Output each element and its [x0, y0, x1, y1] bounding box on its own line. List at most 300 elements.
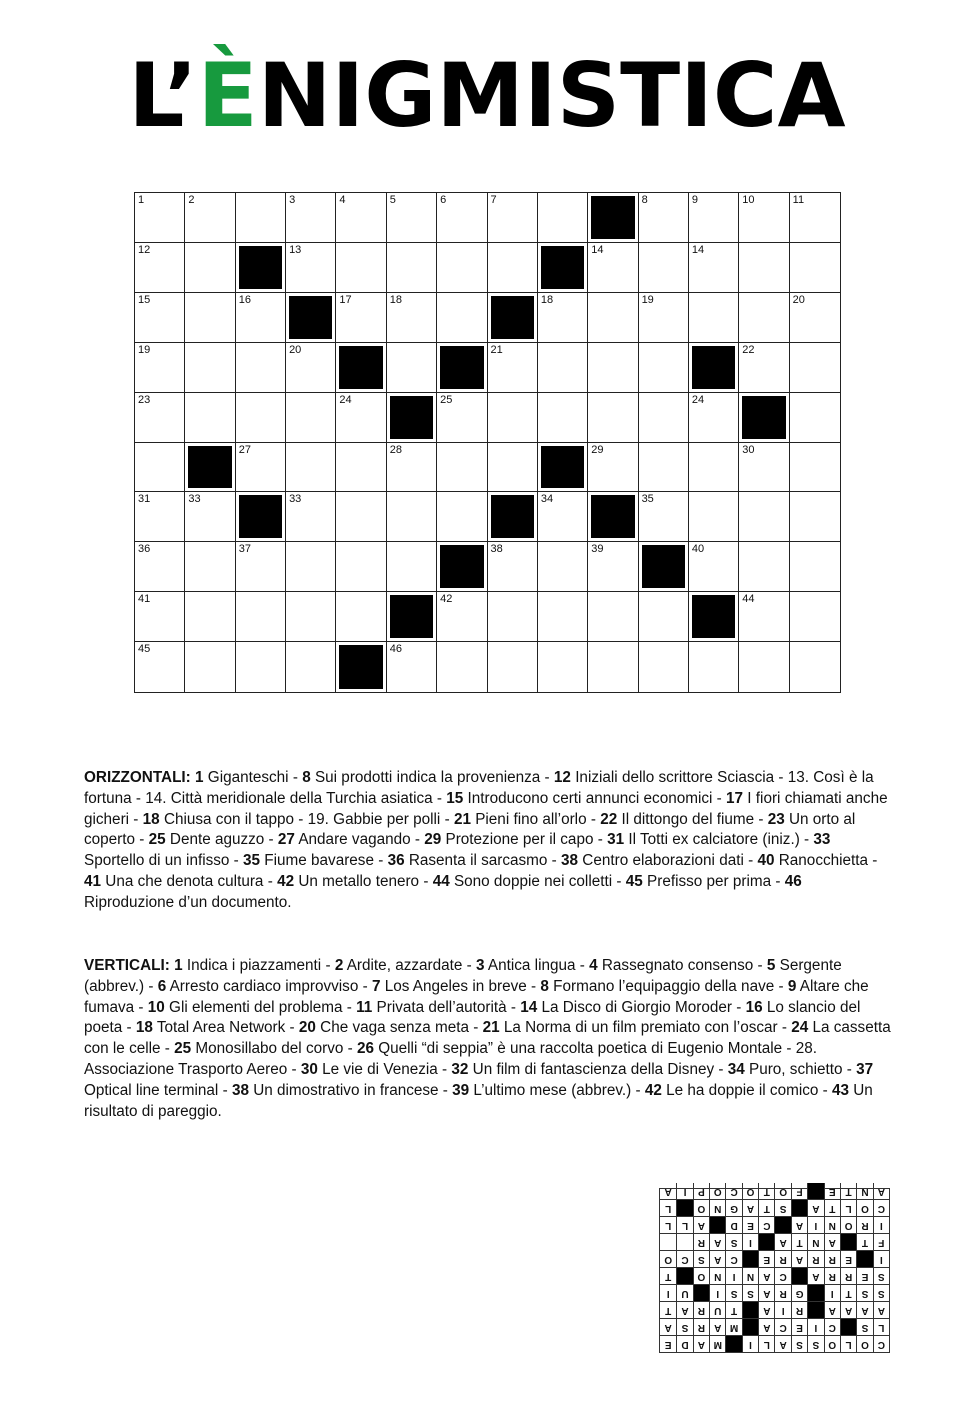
clue-number: 25	[148, 831, 166, 849]
grid-cell[interactable]	[336, 492, 386, 542]
clue-number: 21	[490, 343, 503, 356]
grid-cell[interactable]	[639, 293, 689, 343]
solution-letter: T	[840, 1284, 856, 1301]
horizontal-clues	[84, 768, 894, 914]
clue-text: Ranocchietta	[778, 852, 869, 870]
solution-black-square	[676, 1199, 692, 1216]
grid-cell[interactable]	[437, 443, 487, 493]
clue-number: 2	[334, 957, 344, 974]
solution-letter	[676, 1233, 692, 1250]
grid-cell[interactable]	[387, 542, 437, 592]
solution-letter: A	[775, 1233, 791, 1250]
grid-cell[interactable]	[739, 492, 789, 542]
grid-cell[interactable]	[286, 393, 336, 443]
clue-text: Total Area Network	[156, 1019, 286, 1037]
clue-number: 31	[138, 493, 151, 506]
black-square	[185, 443, 235, 493]
grid-cell[interactable]	[286, 642, 336, 692]
solution-letter: I	[807, 1318, 823, 1335]
grid-cell[interactable]	[488, 443, 538, 493]
grid-cell[interactable]	[689, 293, 739, 343]
grid-cell[interactable]	[336, 193, 386, 243]
clue-number: 28	[389, 443, 403, 456]
clue-text: Le vie di Venezia	[322, 1060, 438, 1078]
solution-letter: F	[791, 1183, 807, 1199]
grid-cell[interactable]	[488, 592, 538, 642]
clue-text: Iniziali dello scrittore Sciascia	[575, 769, 775, 786]
grid-cell[interactable]	[639, 443, 689, 493]
clue-number: 1	[195, 769, 204, 786]
solution-black-square	[840, 1318, 856, 1335]
clue-number: 11	[792, 194, 805, 206]
clue-text: Arresto cardiaco improvviso	[169, 977, 359, 995]
black-square	[588, 492, 638, 542]
grid-cell[interactable]	[689, 193, 739, 243]
solution-letter: A	[693, 1216, 709, 1233]
clue-number: 24	[791, 1019, 809, 1037]
grid-cell[interactable]	[538, 293, 588, 343]
solution-black-square	[742, 1301, 758, 1318]
solution-letter: A	[676, 1301, 692, 1318]
clue-number: 9	[787, 977, 797, 995]
grid-cell[interactable]	[286, 193, 336, 243]
grid-cell[interactable]	[538, 393, 588, 443]
solution-black-square	[742, 1318, 758, 1335]
clue-number: 29	[591, 443, 604, 456]
clue-text: Indica i piazzamenti	[186, 957, 322, 974]
grid-cell[interactable]	[236, 193, 286, 243]
black-square	[739, 393, 789, 443]
grid-cell[interactable]	[135, 393, 185, 443]
clue-number: 18	[540, 293, 554, 306]
grid-cell[interactable]	[538, 542, 588, 592]
clue-number: 38	[490, 543, 503, 556]
grid-cell[interactable]	[639, 592, 689, 642]
grid-cell[interactable]	[185, 343, 235, 393]
clue-number: 12	[138, 243, 151, 256]
grid-cell[interactable]	[336, 592, 386, 642]
black-square	[538, 443, 588, 493]
solution-letter	[660, 1233, 676, 1250]
solution-letter: L	[660, 1199, 676, 1216]
clue-number: 8	[302, 769, 311, 786]
grid-cell[interactable]	[185, 642, 235, 692]
grid-cell[interactable]	[135, 642, 185, 692]
grid-cell[interactable]	[790, 393, 840, 443]
grid-cell[interactable]	[588, 542, 638, 592]
solution-letter: A	[709, 1318, 725, 1335]
solution-letter: I	[709, 1284, 725, 1301]
grid-cell[interactable]	[739, 343, 789, 393]
crossword-grid	[134, 192, 841, 693]
clue-text: Il dittongo del fiume	[621, 810, 755, 828]
clue-text: 14. Città meridionale della Turchia asiatica	[145, 789, 433, 807]
grid-cell[interactable]	[236, 393, 286, 443]
grid-cell[interactable]	[336, 393, 386, 443]
solution-letter: I	[660, 1284, 676, 1301]
solution-letter: E	[660, 1335, 676, 1352]
grid-cell[interactable]	[135, 193, 185, 243]
grid-cell[interactable]	[739, 293, 789, 343]
clue-number: 38	[231, 1081, 249, 1099]
grid-cell[interactable]	[185, 193, 235, 243]
grid-cell[interactable]	[790, 293, 840, 343]
clue-number: 12	[553, 769, 571, 786]
clue-number: 17	[726, 789, 744, 807]
solution-letter: A	[775, 1335, 791, 1352]
solution-letter: A	[758, 1284, 774, 1301]
grid-cell[interactable]	[488, 193, 538, 243]
clue-number: 34	[727, 1060, 745, 1078]
grid-cell[interactable]	[588, 293, 638, 343]
solution-letter: S	[856, 1284, 872, 1301]
solution-letter: A	[758, 1318, 774, 1335]
grid-cell[interactable]	[387, 293, 437, 343]
solution-letter: I	[775, 1301, 791, 1318]
grid-cell[interactable]	[236, 293, 286, 343]
solution-letter: C	[824, 1318, 840, 1335]
grid-cell[interactable]	[185, 542, 235, 592]
clue-text: Centro elaborazioni dati	[582, 852, 744, 870]
grid-cell[interactable]	[185, 592, 235, 642]
grid-cell[interactable]	[588, 393, 638, 443]
solution-letter: T	[758, 1183, 774, 1199]
grid-cell[interactable]	[387, 343, 437, 393]
grid-cell[interactable]	[135, 343, 185, 393]
clue-number: 18	[135, 1019, 153, 1037]
grid-cell[interactable]	[639, 492, 689, 542]
grid-cell[interactable]	[639, 393, 689, 443]
grid-cell[interactable]	[488, 542, 538, 592]
clue-number: 30	[300, 1060, 318, 1078]
grid-cell[interactable]	[387, 443, 437, 493]
clue-text: Rasenta il sarcasmo	[408, 852, 548, 870]
solution-letter: R	[807, 1250, 823, 1267]
clue-number: 1	[138, 194, 145, 206]
grid-cell[interactable]	[639, 343, 689, 393]
solution-letter: R	[840, 1267, 856, 1284]
grid-cell[interactable]	[689, 542, 739, 592]
clue-number: 14	[691, 243, 705, 256]
grid-cell[interactable]	[437, 492, 487, 542]
grid-cell[interactable]	[488, 243, 538, 293]
grid-cell[interactable]	[689, 492, 739, 542]
grid-cell[interactable]	[790, 443, 840, 493]
clue-number: 3	[475, 957, 485, 974]
solution-letter: P	[693, 1183, 709, 1199]
clue-number: 36	[138, 543, 151, 556]
solution-letter: G	[791, 1284, 807, 1301]
grid-cell[interactable]	[185, 393, 235, 443]
solution-letter: A	[807, 1267, 823, 1284]
clue-number: 30	[742, 443, 755, 456]
solution-black-square	[807, 1183, 823, 1199]
grid-cell[interactable]	[739, 243, 789, 293]
solution-letter: O	[709, 1183, 725, 1199]
clue-number: 39	[452, 1081, 470, 1099]
clue-number: 25	[174, 1040, 192, 1058]
grid-cell[interactable]	[588, 642, 638, 692]
grid-cell[interactable]	[689, 642, 739, 692]
clue-text: Fiume bavarese	[264, 852, 374, 870]
grid-cell[interactable]	[336, 293, 386, 343]
clue-number: 25	[440, 393, 453, 406]
grid-cell[interactable]	[135, 243, 185, 293]
grid-cell[interactable]	[236, 343, 286, 393]
grid-cell[interactable]	[286, 243, 336, 293]
grid-cell[interactable]	[588, 243, 638, 293]
solution-letter: A	[873, 1301, 889, 1318]
solution-black-square	[807, 1301, 823, 1318]
clue-number: 22	[600, 810, 618, 828]
solution-letter: A	[709, 1233, 725, 1250]
grid-cell[interactable]	[236, 443, 286, 493]
clue-text: Un orto al coperto	[84, 810, 856, 849]
grid-cell[interactable]	[387, 193, 437, 243]
solution-letter: A	[758, 1301, 774, 1318]
clue-text: Ardite, azzardate	[346, 957, 463, 974]
solution-letter: C	[873, 1335, 889, 1352]
grid-cell[interactable]	[286, 542, 336, 592]
solution-letter: L	[873, 1318, 889, 1335]
grid-cell[interactable]	[639, 243, 689, 293]
grid-cell[interactable]	[689, 243, 739, 293]
clue-number: 35	[641, 493, 654, 506]
grid-cell[interactable]	[790, 243, 840, 293]
solution-black-square	[693, 1284, 709, 1301]
solution-letter: L	[840, 1199, 856, 1216]
solution-letter: N	[824, 1216, 840, 1233]
grid-cell[interactable]	[336, 443, 386, 493]
clue-text: Altare che fumava	[84, 977, 869, 1016]
grid-cell[interactable]	[437, 642, 487, 692]
solution-letter: R	[693, 1318, 709, 1335]
grid-cell[interactable]	[185, 243, 235, 293]
clue-number: 15	[446, 789, 464, 807]
solution-letter: A	[807, 1199, 823, 1216]
clue-text: Puro, schietto	[749, 1060, 843, 1078]
clue-number: 8	[641, 194, 648, 206]
solution-letter: L	[676, 1216, 692, 1233]
grid-cell[interactable]	[790, 193, 840, 243]
solution-letter: I	[824, 1284, 840, 1301]
grid-cell[interactable]	[236, 642, 286, 692]
clue-number: 46	[389, 643, 403, 656]
solution-letter: C	[775, 1267, 791, 1284]
grid-cell[interactable]	[135, 443, 185, 493]
grid-cell[interactable]	[538, 492, 588, 542]
grid-cell[interactable]	[488, 642, 538, 692]
black-square	[488, 492, 538, 542]
grid-cell[interactable]	[538, 343, 588, 393]
solution-letter: G	[725, 1199, 741, 1216]
grid-cell[interactable]	[135, 592, 185, 642]
grid-cell[interactable]	[538, 193, 588, 243]
solution-letter: A	[709, 1250, 725, 1267]
solution-black-square	[791, 1267, 807, 1284]
solution-letter: S	[742, 1284, 758, 1301]
solution-letter: D	[676, 1335, 692, 1352]
solution-letter: I	[873, 1216, 889, 1233]
grid-cell[interactable]	[286, 592, 336, 642]
solution-letter: A	[758, 1267, 774, 1284]
solution-letter: A	[824, 1233, 840, 1250]
solution-letter: R	[693, 1301, 709, 1318]
solution-letter: E	[840, 1250, 856, 1267]
horizontal-clues-label: ORIZZONTALI:	[84, 769, 191, 786]
grid-cell[interactable]	[538, 642, 588, 692]
solution-black-square	[742, 1250, 758, 1267]
grid-cell[interactable]	[739, 443, 789, 493]
solution-letter: L	[758, 1335, 774, 1352]
grid-cell[interactable]	[387, 243, 437, 293]
clue-text: Andare vagando	[298, 831, 411, 849]
black-square	[286, 293, 336, 343]
grid-cell[interactable]	[135, 492, 185, 542]
solution-black-square	[725, 1335, 741, 1352]
clue-text: Privata dell’autorità	[376, 998, 507, 1016]
grid-cell[interactable]	[387, 642, 437, 692]
grid-cell[interactable]	[185, 293, 235, 343]
clue-text: Rassegnato consenso	[601, 957, 754, 974]
solution-letter: O	[824, 1335, 840, 1352]
solution-letter: I	[742, 1233, 758, 1250]
clue-text: Un film di fantascienza della Disney	[472, 1060, 715, 1078]
clue-number: 20	[792, 293, 805, 306]
grid-cell[interactable]	[790, 642, 840, 692]
solution-letter: E	[824, 1183, 840, 1199]
solution-grid-upside-down	[659, 1188, 890, 1353]
solution-letter: E	[742, 1216, 758, 1233]
clue-text: Sportello di un infisso	[84, 852, 230, 870]
solution-letter: R	[693, 1233, 709, 1250]
solution-letter: S	[693, 1250, 709, 1267]
grid-cell[interactable]	[639, 642, 689, 692]
clue-number: 46	[784, 872, 802, 890]
clue-number: 27	[238, 443, 251, 456]
grid-cell[interactable]	[790, 592, 840, 642]
grid-cell[interactable]	[185, 492, 235, 542]
solution-letter: E	[758, 1250, 774, 1267]
grid-cell[interactable]	[236, 592, 286, 642]
grid-cell[interactable]	[739, 592, 789, 642]
solution-letter: C	[758, 1216, 774, 1233]
solution-letter: A	[791, 1216, 807, 1233]
clue-text: Un risultato di pareggio.	[84, 1081, 873, 1120]
grid-cell[interactable]	[689, 443, 739, 493]
solution-black-square	[758, 1233, 774, 1250]
clue-number: 20	[298, 1019, 316, 1037]
grid-cell[interactable]	[588, 343, 638, 393]
grid-cell[interactable]	[437, 193, 487, 243]
clue-number: 24	[339, 393, 352, 406]
clue-number: 18	[389, 293, 403, 306]
grid-cell[interactable]	[437, 293, 487, 343]
clue-number: 36	[387, 852, 405, 870]
clue-number: 2	[188, 194, 195, 206]
clue-number: 33	[188, 493, 201, 506]
grid-cell[interactable]	[135, 542, 185, 592]
grid-cell[interactable]	[437, 243, 487, 293]
solution-black-square	[676, 1267, 692, 1284]
grid-cell[interactable]	[689, 393, 739, 443]
solution-letter: N	[709, 1199, 725, 1216]
grid-cell[interactable]	[336, 542, 386, 592]
grid-cell[interactable]	[488, 393, 538, 443]
solution-letter: U	[709, 1301, 725, 1318]
grid-cell[interactable]	[739, 542, 789, 592]
solution-black-square	[791, 1199, 807, 1216]
clue-number: 19	[138, 343, 151, 356]
solution-letter: N	[709, 1267, 725, 1284]
grid-cell[interactable]	[336, 243, 386, 293]
solution-letter: N	[742, 1267, 758, 1284]
solution-letter: N	[856, 1183, 872, 1199]
clue-number: 44	[742, 593, 755, 606]
solution-black-square	[840, 1233, 856, 1250]
black-square	[689, 592, 739, 642]
grid-cell[interactable]	[790, 542, 840, 592]
grid-cell[interactable]	[588, 592, 638, 642]
solution-letter: T	[660, 1301, 676, 1318]
clue-text: Monosillabo del corvo	[195, 1040, 344, 1058]
clue-number: 15	[138, 293, 151, 306]
grid-cell[interactable]	[437, 592, 487, 642]
grid-cell[interactable]	[236, 542, 286, 592]
clue-number: 18	[142, 810, 160, 828]
solution-letter: R	[824, 1250, 840, 1267]
solution-black-square	[856, 1250, 872, 1267]
solution-letter: M	[725, 1318, 741, 1335]
grid-cell[interactable]	[739, 642, 789, 692]
solution-letter: N	[807, 1233, 823, 1250]
grid-cell[interactable]	[286, 443, 336, 493]
clue-number: 7	[490, 194, 497, 206]
black-square	[336, 343, 386, 393]
clue-number: 27	[277, 831, 295, 849]
clue-text: Antica lingua	[487, 957, 576, 974]
grid-cell[interactable]	[588, 443, 638, 493]
grid-cell[interactable]	[135, 293, 185, 343]
solution-letter: E	[856, 1267, 872, 1284]
grid-cell[interactable]	[538, 592, 588, 642]
black-square	[488, 293, 538, 343]
clue-text: Formano l’equipaggio della nave	[553, 977, 775, 995]
grid-cell[interactable]	[739, 193, 789, 243]
solution-letter: S	[725, 1233, 741, 1250]
grid-cell[interactable]	[286, 343, 336, 393]
clue-text: Un dimostrativo in francese	[253, 1081, 439, 1099]
clue-number: 8	[540, 977, 549, 995]
clue-number: 33	[289, 493, 302, 506]
clue-number: 3	[289, 194, 296, 206]
grid-cell[interactable]	[790, 492, 840, 542]
clue-number: 41	[138, 593, 151, 606]
solution-letter: O	[742, 1183, 758, 1199]
clue-text: Chiusa con il tappo	[163, 810, 295, 828]
grid-cell[interactable]	[639, 193, 689, 243]
solution-letter: O	[693, 1267, 709, 1284]
solution-letter: C	[725, 1250, 741, 1267]
grid-cell[interactable]	[437, 393, 487, 443]
grid-cell[interactable]	[387, 492, 437, 542]
grid-cell[interactable]	[286, 492, 336, 542]
grid-cell[interactable]	[790, 343, 840, 393]
clue-number: 43	[831, 1081, 849, 1099]
grid-cell[interactable]	[488, 343, 538, 393]
clue-number: 21	[482, 1019, 500, 1037]
solution-letter: D	[725, 1216, 741, 1233]
